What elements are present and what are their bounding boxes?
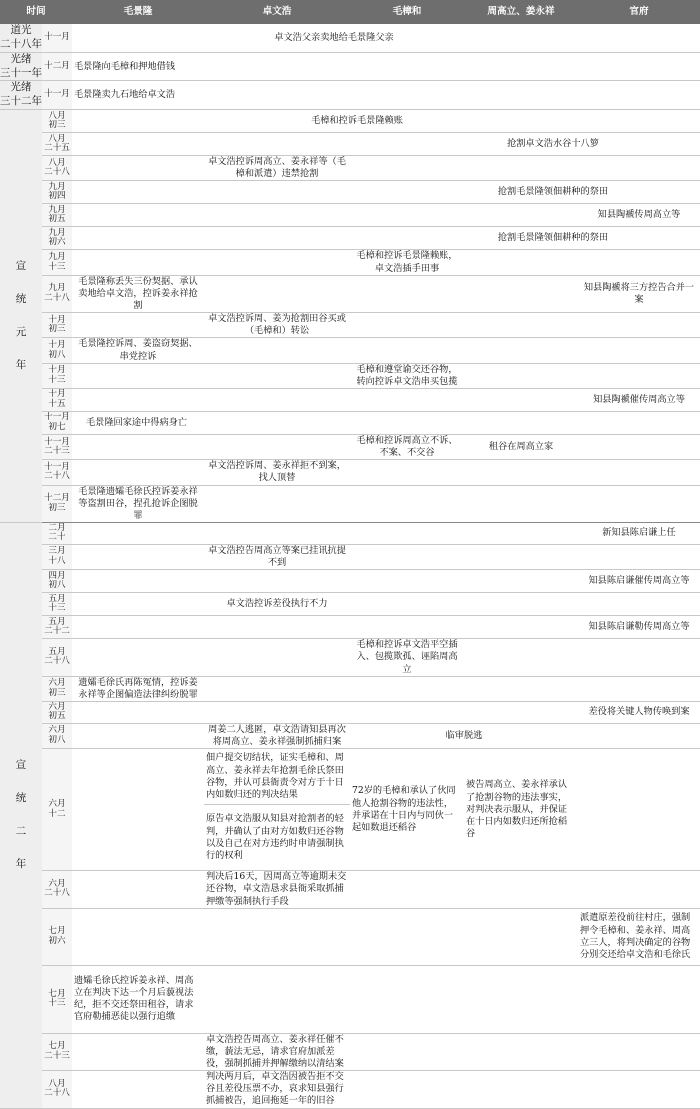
event-cell: 临审脱逃 [350,723,578,748]
event-cell: 抢割卓文浩水谷十八箩 [464,133,700,156]
table-row [0,616,700,639]
event-cell: 遗孀毛徐氏控诉姜永祥、周高立在判决下达一个月后藐视法纪，拒不交还祭田租谷，请求官府勒捕恶徒以强行追缴 [72,965,204,1033]
table-row [0,522,700,544]
event-cell: 派遣原差役前往村庄，强制押令毛樟和、姜永祥、周高立三人，将判决确定的谷物分别交还给卓文浩和毛徐氏 [578,908,700,965]
era-cell-xuantong-1: 宣 统 元 年 [0,110,42,523]
date-cell: 十一月 [42,24,72,52]
date-cell: 六月 初八 [42,723,72,748]
date-cell: 九月 二十八 [42,275,72,312]
event-cell: 抢割毛景隆领佃耕种的祭田 [464,227,700,250]
table-row [0,965,700,1033]
date-cell: 九月 初六 [42,227,72,250]
event-cell: 新知县陈启谦上任 [578,522,700,544]
header-zhuo-wenhao: 卓文浩 [204,0,350,24]
year-cell: 光绪 三十二年 [0,81,42,110]
event-cell: 毛樟和控诉毛景隆赖账，卓文浩插手田事 [350,250,464,275]
event-cell: 毛樟和控诉毛景隆赖账 [72,110,700,133]
event-cell: 卓文浩控诉周高立、姜永祥等（毛樟和派遣）违禁抢割 [204,156,350,181]
table-row [0,338,700,363]
event-cell: 毛樟和控诉卓文浩平空插入、包揽欺孤、诬陷周高立 [350,639,464,676]
table-row [0,156,700,181]
date-cell: 七月 初六 [42,908,72,965]
header-row [0,0,700,24]
event-cell: 毛樟和控诉周高立不诉、不案、不交谷 [350,434,464,459]
table-row [0,133,700,156]
event-cell: 知县陈启谦勒传周高立等 [578,616,700,639]
table-row [0,593,700,616]
event-cell: 毛景隆卖九石地给卓文浩 [72,81,204,110]
date-cell: 六月 十二 [42,749,72,871]
date-cell: 十月 十三 [42,363,72,388]
event-cell: 卓文浩控告周高立、姜永祥任催不缴，藐法无忌，请求官府加派差役，强制抓捕并押解缴纳以清结案 [204,1033,350,1070]
event-cell: 毛景隆控诉周、姜盗窃契据、串党控诉 [72,338,204,363]
header-mao-zhanghe: 毛樟和 [350,0,464,24]
event-cell: 周姜二人逃匿，卓文浩请知县再次将周高立、姜永祥强制抓捕归案 [204,723,350,748]
header-government: 官府 [578,0,700,24]
table-row [0,52,700,81]
date-cell: 七月 二十三 [42,1033,72,1070]
table-row [0,227,700,250]
date-cell: 十一月 [42,81,72,110]
event-cell: 卓文浩父亲卖地给毛景隆父亲 [204,24,464,52]
table-row [0,181,700,204]
table-row [0,363,700,388]
date-cell: 七月 十三 [42,965,72,1033]
event-cell: 卓文浩控诉周、姜永祥拒不到案，找人顶替 [204,460,350,485]
table-row [0,204,700,227]
event-cell: 遗孀毛徐氏再陈冤情，控诉姜永祥等企图偏造法律纠纷脱罪 [72,676,204,701]
date-cell: 十月 十五 [42,388,72,411]
event-cell: 知县陈启谦催传周高立等 [578,570,700,593]
table-row [0,676,700,701]
event-cell: 判决后16天，因周高立等逾期未交还谷物，卓文浩恳求县衙采取抓捕押缴等强制执行手段 [204,871,350,908]
event-cell: 毛景隆遗孀毛徐氏控诉姜永祥等盗割田谷，捏孔抢诉企图脱罪 [72,485,204,522]
date-cell: 十一月 初七 [42,411,72,434]
date-cell: 九月 初五 [42,204,72,227]
date-cell: 五月 二十八 [42,639,72,676]
event-cell: 判决两月后，卓文浩因被告拒不交谷且差役压票不办，哀求知县强行抓捕被告，追回拖延一年的旧谷 [204,1071,350,1108]
table-row [0,434,700,459]
date-cell: 十月 初三 [42,313,72,338]
table-row [0,908,700,965]
event-cell: 卓文浩控诉周、姜为抢割田谷买或（毛樟和）转讼 [204,313,350,338]
event-cell: 毛景隆向毛樟和押地借钱 [72,52,204,81]
date-cell: 八月 初三 [42,110,72,133]
table-row [0,723,700,748]
event-cell: 毛樟和遵堂谕交还谷物，转向控诉卓文浩串买包揽 [350,363,464,388]
date-cell: 九月 十三 [42,250,72,275]
date-cell: 六月 初三 [42,676,72,701]
table-row [0,313,700,338]
table-row [0,871,700,908]
event-cell: 毛景隆称丢失三份契据、承认卖地给卓文浩，控诉姜永祥抢割 [72,275,204,312]
date-cell: 五月 二十二 [42,616,72,639]
table-row [0,1071,700,1108]
table-row [0,544,700,569]
event-cell: 72岁的毛樟和承认了伙同他人抢割谷物的违法性，并承诺在十日内与同伙一起如数退还稻谷 [350,749,464,871]
table-row [0,411,700,434]
table-row [0,639,700,676]
event-cell: 原告卓文浩服从知县对抢割者的轻判，并确认了由对方如数归还谷物以及自己在对方违约时申请强制执行的权利 [204,805,350,871]
era-cell-xuantong-2: 宣 统 二 年 [0,522,42,1108]
date-cell: 十一月 二十八 [42,460,72,485]
event-cell: 知县陶褫将三方控告合并一案 [578,275,700,312]
table-row [0,388,700,411]
event-cell: 卓文浩控告周高立等案已挂讯抗提不到 [204,544,350,569]
date-cell: 二月 二十 [42,522,72,544]
table-row [0,81,700,110]
date-cell: 十月 初八 [42,338,72,363]
date-cell: 六月 初五 [42,701,72,723]
date-cell: 九月 初四 [42,181,72,204]
date-cell: 三月 十八 [42,544,72,569]
date-cell: 八月 二十八 [42,1071,72,1108]
date-cell: 十一月 二十三 [42,434,72,459]
date-cell: 十二月 [42,52,72,81]
header-time: 时间 [0,0,72,24]
event-cell: 卓文浩控诉差役执行不力 [204,593,350,616]
event-cell: 租谷在周高立家 [464,434,578,459]
header-zhou-jiang: 周高立、姜永祥 [464,0,578,24]
table-row [0,570,700,593]
header-mao-jinglong: 毛景隆 [72,0,204,24]
table-row [0,1033,700,1070]
event-cell: 知县陶褫催传周高立等 [578,388,700,411]
date-cell: 四月 初八 [42,570,72,593]
table-row [0,110,700,133]
date-cell: 八月 二十八 [42,156,72,181]
event-cell: 被告周高立、姜永祥承认了抢割谷物的违法事实，对判决表示服从，并保证在十日内如数归还所抢稻谷 [464,749,578,871]
event-cell: 差役将关键人物传唤到案 [578,701,700,723]
event-cell: 佃户提交切结状，证实毛樟和、周高立、姜永祥去年抢割毛徐氏祭田谷物，并认可县衙责令对方于十日内如数归还的判决结果 [204,749,350,805]
date-cell: 十二月 初三 [42,485,72,522]
table-row [0,485,700,522]
date-cell: 八月 二十五 [42,133,72,156]
date-cell: 五月 十三 [42,593,72,616]
event-cell: 毛景隆回家途中得病身亡 [72,411,204,434]
event-cell: 抢割毛景隆领佃耕种的祭田 [464,181,700,204]
event-cell: 知县陶褫传周高立等 [578,204,700,227]
table-row [0,701,700,723]
table-row [0,250,700,275]
year-cell: 道光 二十八年 [0,24,42,52]
year-cell: 光绪 三十一年 [0,52,42,81]
table-row [0,275,700,312]
table-row [0,460,700,485]
table-row [0,749,700,805]
date-cell: 六月 二十八 [42,871,72,908]
table-row [0,24,700,52]
